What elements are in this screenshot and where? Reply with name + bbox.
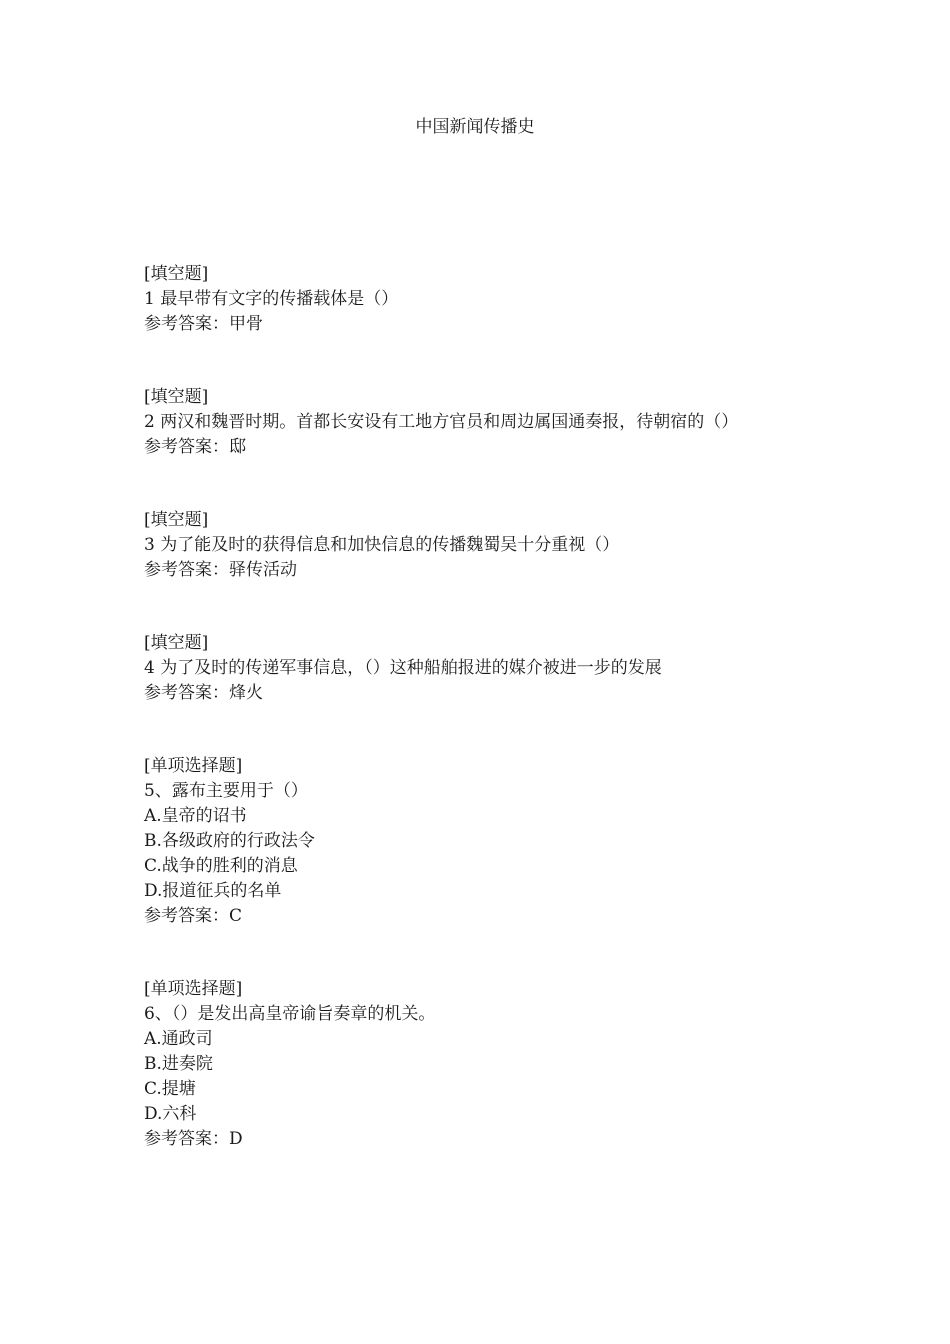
question-stem: 6、（）是发出高皇帝谕旨奏章的机关。 xyxy=(144,1004,436,1024)
question-type: [填空题] xyxy=(144,387,209,407)
question-list xyxy=(144,262,784,1152)
question-3 xyxy=(144,508,784,583)
reference-answer: 参考答案：D xyxy=(144,1129,243,1149)
question-2 xyxy=(144,385,784,460)
question-type: [填空题] xyxy=(144,633,209,653)
reference-answer: 参考答案：甲骨 xyxy=(144,314,263,334)
option-c: C.战争的胜利的消息 xyxy=(144,856,298,876)
question-stem: 4 为了及时的传递军事信息，（）这种船舶报进的媒介被进一步的发展 xyxy=(144,658,662,678)
option-d: D.六科 xyxy=(144,1104,197,1124)
question-4 xyxy=(144,631,784,706)
question-stem: 3 为了能及时的获得信息和加快信息的传播魏蜀吴十分重视（） xyxy=(144,535,620,555)
question-6 xyxy=(144,977,784,1152)
reference-answer: 参考答案：驿传活动 xyxy=(144,560,297,580)
reference-answer: 参考答案：烽火 xyxy=(144,683,263,703)
question-stem: 1 最早带有文字的传播载体是（） xyxy=(144,289,399,309)
option-b: B.进奏院 xyxy=(144,1054,213,1074)
reference-answer: 参考答案：邸 xyxy=(144,437,246,457)
option-b: B.各级政府的行政法令 xyxy=(144,831,315,851)
option-d: D.报道征兵的名单 xyxy=(144,881,282,901)
question-type: [单项选择题] xyxy=(144,979,243,999)
reference-answer: 参考答案：C xyxy=(144,906,243,926)
question-type: [单项选择题] xyxy=(144,756,243,776)
document-title: 中国新闻传播史 xyxy=(415,117,535,137)
option-c: C.提塘 xyxy=(144,1079,196,1099)
question-5 xyxy=(144,754,784,929)
option-a: A.通政司 xyxy=(144,1029,213,1049)
question-stem: 5、露布主要用于（） xyxy=(144,781,308,801)
question-stem: 2 两汉和魏晋时期。首都长安设有工地方官员和周边属国通奏报，待朝宿的（） xyxy=(144,412,739,432)
option-a: A.皇帝的诏书 xyxy=(144,806,247,826)
question-type: [填空题] xyxy=(144,264,209,284)
question-type: [填空题] xyxy=(144,510,209,530)
question-1 xyxy=(144,262,784,337)
